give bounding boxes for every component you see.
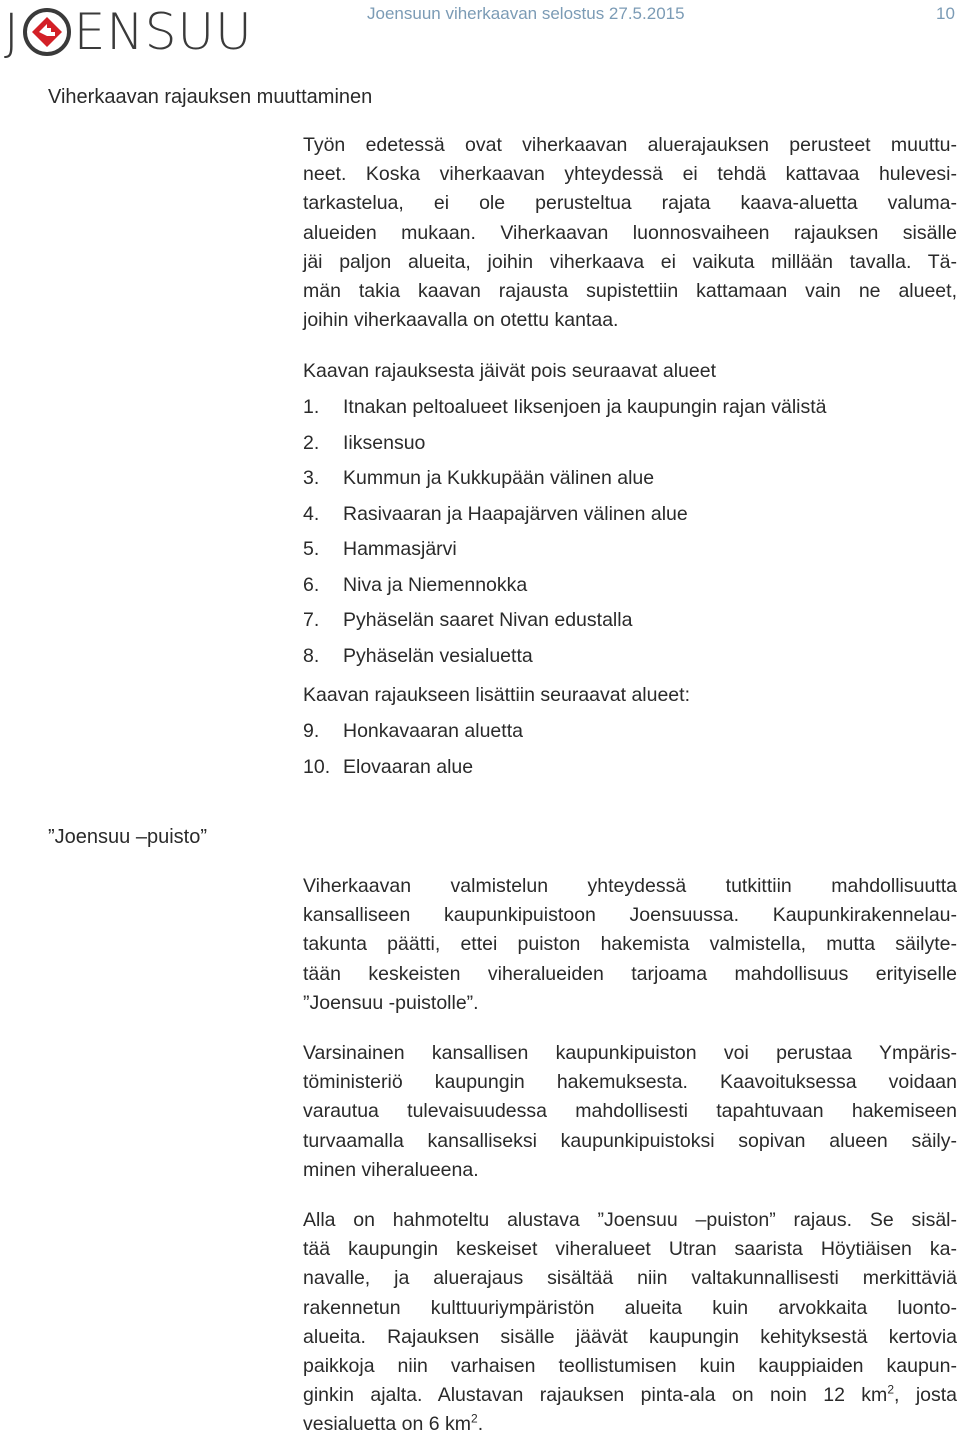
superscript: 2 (471, 1411, 478, 1426)
text-line: neet. Koska viherkaavan yhteydessä ei tehdä kattavaa hulevesi- (303, 163, 957, 186)
list-item-number: 2. (303, 431, 320, 454)
text-line: alueita. Rajauksen sisälle jäävät kaupungin kehityksestä kertovia (303, 1325, 957, 1348)
joensuu-logo (4, 2, 254, 62)
text-line: paikkoja niin varhaisen teollistumisen kuin kauppiaiden kaupun- (303, 1355, 957, 1378)
text-line (303, 1381, 957, 1410)
list-item-text: Iiksensuo (343, 431, 426, 454)
text-line: turvaamalla kansalliseksi kaupunkipuistoksi sopivan alueen säily- (303, 1129, 957, 1152)
list-item-text: Hammasjärvi (343, 538, 457, 560)
text-line: minen viheralueena. (303, 1158, 479, 1181)
list-item-number: 3. (303, 467, 320, 489)
list-item (303, 714, 523, 750)
removed-areas-list (303, 390, 827, 674)
document-info: Joensuun viherkaavan selostus 27.5.2015 (367, 4, 685, 23)
list-item-text: Kummun ja Kukkupään välinen alue (343, 467, 655, 489)
text-line: tarkastelua, ei ole perusteltua rajata kaava-aluetta valuma- (303, 192, 957, 215)
page-number: 10 (936, 4, 955, 23)
park-paragraph-3 (303, 1206, 957, 1440)
list-item-text: Pyhäselän vesialuetta (343, 644, 533, 667)
text-line: Alla on hahmoteltu alustava ”Joensuu –puiston” rajaus. Se sisäl- (303, 1209, 957, 1231)
list-item-number: 4. (303, 502, 320, 525)
list-item-text: Elovaaran alue (343, 755, 474, 778)
text-line: rakennetun kulttuuriympäristön alueita kuin arvokkaita luonto- (303, 1296, 957, 1319)
added-areas-list (303, 714, 523, 785)
section-heading-park: ”Joensuu –puisto” (48, 826, 207, 848)
list-item (303, 750, 523, 786)
boundary-paragraph (303, 131, 957, 335)
list-item-number: 7. (303, 609, 320, 631)
list-item (303, 461, 827, 497)
list-item-number: 6. (303, 573, 320, 596)
text-line: töministeriö kaupungin hakemuksesta. Kaavoituksessa voidaan (303, 1071, 957, 1094)
text-line: tään keskeisten viheralueiden tarjoama mahdollisuus erityiselle (303, 962, 957, 985)
list-item (303, 532, 827, 568)
list-item-text: Honkavaaran aluetta (343, 720, 523, 742)
list-item-number: 1. (303, 396, 320, 418)
text-line: jäi paljon alueita, joihin viherkaava ei vaikuta millään tavalla. Tä- (303, 250, 957, 273)
text-line: varautua tulevaisuudessa mahdollisesti tapahtuvaan hakemiseen (303, 1100, 957, 1123)
list-item-number: 10. (303, 755, 331, 778)
text-line: Varsinainen kansallisen kaupunkipuiston voi perustaa Ympäris- (303, 1042, 957, 1064)
removed-areas-intro: Kaavan rajauksesta jäivät pois seuraavat alueet (303, 360, 717, 382)
water-area-text: vesialuetta on 6 km (303, 1413, 472, 1436)
list-item (303, 568, 827, 604)
added-areas-intro: Kaavan rajaukseen lisättiin seuraavat alueet: (303, 684, 690, 706)
text-line: män takia kaavan rajausta supistettiin kattamaan vain ne alueet, (303, 280, 957, 303)
text-line: navalle, ja aluerajaus sisältää niin valtakunnallisesti merkittäviä (303, 1267, 957, 1290)
text-line (303, 1410, 957, 1439)
list-item (303, 639, 827, 675)
list-item-number: 5. (303, 538, 320, 560)
park-paragraph-2 (303, 1039, 957, 1185)
superscript: 2 (887, 1382, 894, 1397)
list-item (303, 390, 827, 426)
list-item (303, 497, 827, 533)
water-area-text-end: . (477, 1413, 484, 1436)
park-paragraph-1 (303, 872, 957, 1018)
text-line: Viherkaavan valmistelun yhteydessä tutkittiin mahdollisuutta (303, 875, 957, 897)
text-line: joihin viherkaavalla on otettu kantaa. (303, 309, 619, 332)
text-line: ”Joensuu -puistolle”. (303, 991, 479, 1014)
list-item (303, 603, 827, 639)
logo-text-left: J (4, 3, 20, 61)
text-line: takunta päätti, ettei puiston hakemista valmistella, mutta säilyte- (303, 933, 957, 956)
list-item-text: Itnakan peltoalueet Iiksenjoen ja kaupungin rajan välistä (343, 396, 827, 418)
list-item (303, 426, 827, 462)
list-item-text: Rasivaaran ja Haapajärven välinen alue (343, 502, 688, 525)
logo-text-right: ENSUU (73, 3, 253, 61)
text-line: Työn edetessä ovat viherkaavan aluerajauksen perusteet muuttu- (303, 134, 957, 156)
text-line: kansalliseen kaupunkipuistoon Joensuussa. Kaupunkirakennelau- (303, 904, 957, 927)
list-item-number: 8. (303, 644, 320, 667)
text-line: alueiden mukaan. Viherkaavan luonnosvaiheen rajauksen sisälle (303, 221, 957, 244)
text-line: tää kaupungin keskeiset viheralueet Utran saarista Höytiäisen ka- (303, 1238, 957, 1261)
list-item-text: Pyhäselän saaret Nivan edustalla (343, 609, 633, 631)
list-item-number: 9. (303, 720, 320, 742)
list-item-text: Niva ja Niemennokka (343, 573, 528, 596)
logo-emblem-icon (22, 7, 72, 57)
section-heading-boundary: Viherkaavan rajauksen muuttaminen (48, 86, 373, 108)
area-text-end: , josta (894, 1384, 958, 1407)
area-text: ginkin ajalta. Alustavan rajauksen pinta-ala on noin 12 km (303, 1384, 888, 1407)
